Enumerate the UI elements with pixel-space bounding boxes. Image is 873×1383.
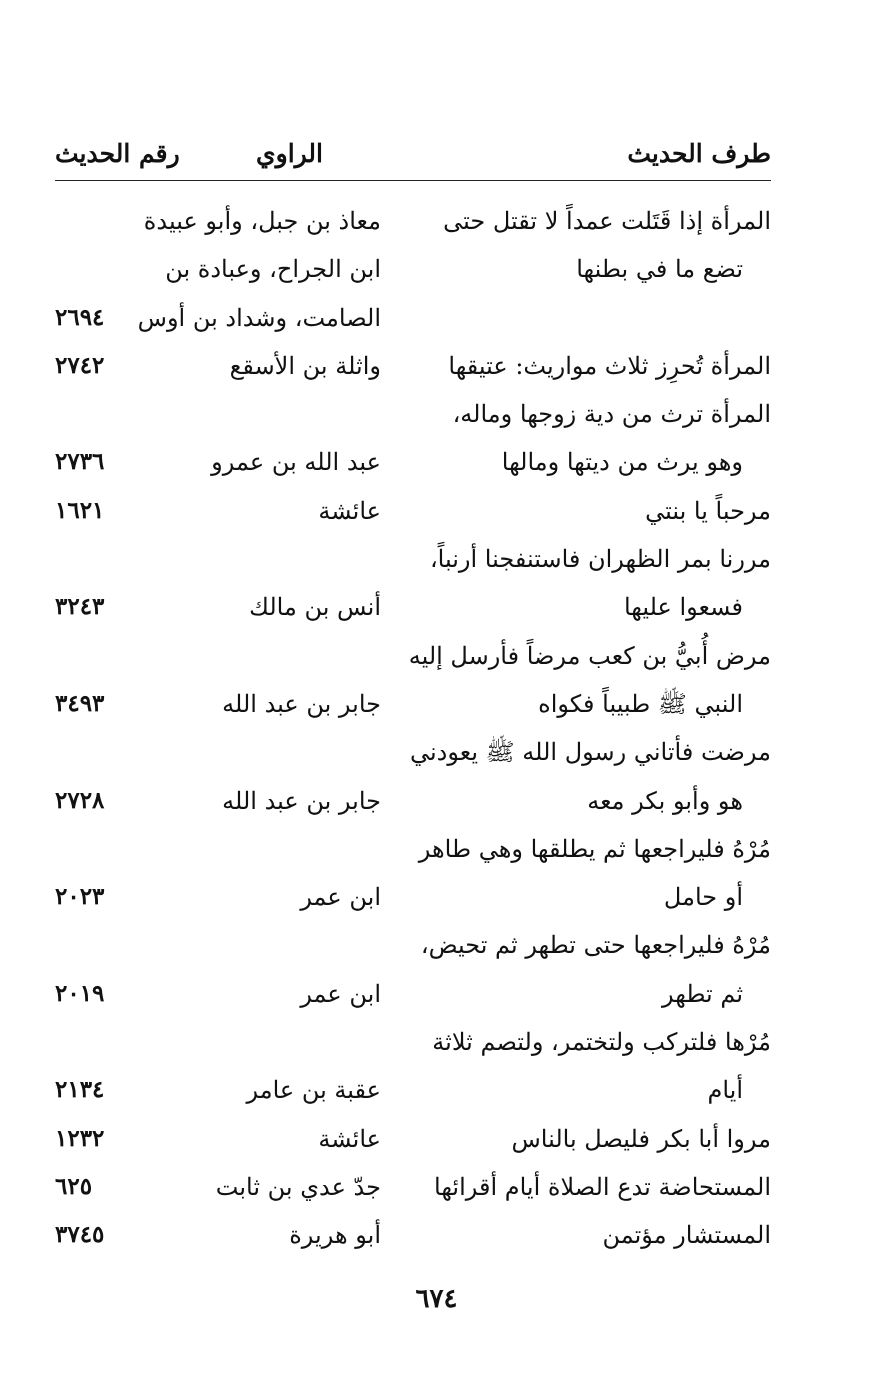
hadith-number: ٢٧٤٢ [55, 351, 105, 379]
narrator-text: ابن عمر [300, 979, 381, 1008]
table-row [55, 632, 771, 680]
header-divider [55, 180, 771, 181]
table-row [55, 1211, 771, 1259]
narrator-text: أبو هريرة [289, 1221, 381, 1250]
narrator-text: جدّ عدي بن ثابت [215, 1172, 381, 1201]
hadith-text: مروا أبا بكر فليصل بالناس [511, 1124, 771, 1153]
table-row [55, 728, 771, 776]
table-header [55, 135, 771, 179]
table-row [55, 921, 771, 969]
table-row [55, 583, 771, 631]
table-row [55, 438, 771, 486]
hadith-number: ٢٧٢٨ [55, 786, 105, 814]
hadith-number: ٣٤٩٣ [55, 689, 105, 717]
hadith-text: مُرْهُ فليراجعها ثم يطلقها وهي طاهر [418, 834, 771, 863]
narrator-text: ابن عمر [300, 883, 381, 912]
hadith-number: ٢٦٩٤ [55, 303, 105, 331]
table-row [55, 390, 771, 438]
header-number-label: رقم الحديث [55, 139, 180, 168]
table-row [55, 970, 771, 1018]
hadith-text: مرض أُبيُّ بن كعب مرضاً فأرسل إليه [408, 641, 771, 670]
hadith-text: تضع ما في بطنها [576, 255, 743, 284]
hadith-text: المستحاضة تدع الصلاة أيام أقرائها [434, 1172, 771, 1201]
table-row [55, 873, 771, 921]
hadith-text: المرأة ترث من دية زوجها وماله، [452, 400, 771, 429]
table-row [55, 1066, 771, 1114]
narrator-text: عبد الله بن عمرو [211, 448, 381, 477]
header-narrator-label: الراوي [256, 139, 323, 168]
narrator-text: عقبة بن عامر [246, 1076, 381, 1105]
hadith-text: وهو يرث من ديتها ومالها [501, 448, 743, 477]
hadith-text: النبي ﷺ طبيباً فكواه [538, 689, 743, 718]
hadith-text: ثم تطهر [662, 979, 743, 1008]
table-row [55, 1018, 771, 1066]
hadith-number: ٦٢٥ [55, 1172, 93, 1200]
table-row [55, 1163, 771, 1211]
hadith-text: هو وأبو بكر معه [587, 786, 743, 815]
hadith-number: ١٦٢١ [55, 496, 105, 524]
hadith-number: ٢٧٣٦ [55, 448, 105, 476]
hadith-text: المرأة تُحرِز ثلاث مواريث: عتيقها [448, 351, 771, 380]
table-row [55, 342, 771, 390]
header-hadith-label: طرف الحديث [627, 139, 771, 168]
table-row [55, 1115, 771, 1163]
hadith-text: أيام [707, 1076, 743, 1105]
hadith-text: مررنا بمر الظهران فاستنفجنا أرنباً، [429, 545, 771, 574]
hadith-number: ٣٢٤٣ [55, 593, 105, 621]
narrator-text: أنس بن مالك [249, 593, 381, 622]
hadith-text: المرأة إذا قَتَلت عمداً لا تقتل حتى [443, 207, 771, 235]
narrator-text: الصامت، وشداد بن أوس [137, 303, 381, 332]
page-number: ٦٧٤ [415, 1284, 458, 1314]
narrator-text: عائشة [318, 496, 381, 525]
table-row [55, 197, 771, 245]
narrator-text: جابر بن عبد الله [222, 689, 381, 718]
hadith-number: ١٢٣٢ [55, 1124, 105, 1152]
table-row [55, 294, 771, 342]
narrator-text: معاذ بن جبل، وأبو عبيدة [143, 207, 381, 235]
hadith-number: ٣٧٤٥ [55, 1221, 105, 1249]
narrator-text: جابر بن عبد الله [222, 786, 381, 815]
table-row [55, 825, 771, 873]
hadith-text: مرضت فأتاني رسول الله ﷺ يعودني [410, 738, 771, 767]
table-row [55, 487, 771, 535]
hadith-number: ٢٠٢٣ [55, 883, 105, 911]
hadith-text: مرحباً يا بنتي [645, 496, 771, 525]
narrator-text: ابن الجراح، وعبادة بن [165, 255, 381, 284]
table-row [55, 245, 771, 293]
table-row [55, 535, 771, 583]
narrator-text: واثلة بن الأسقع [229, 351, 381, 380]
hadith-text: مُرْهُ فليراجعها حتى تطهر ثم تحيض، [420, 931, 771, 960]
hadith-text: مُرْها فلتركب ولتختمر، ولتصم ثلاثة [432, 1028, 771, 1057]
narrator-text: عائشة [318, 1124, 381, 1153]
hadith-text: المستشار مؤتمن [602, 1221, 771, 1250]
hadith-text: فسعوا عليها [623, 593, 743, 622]
table-row [55, 680, 771, 728]
table-row [55, 777, 771, 825]
hadith-text: أو حامل [663, 883, 743, 912]
hadith-number: ٢١٣٤ [55, 1076, 105, 1104]
hadith-number: ٢٠١٩ [55, 979, 105, 1007]
index-table [55, 197, 771, 1260]
